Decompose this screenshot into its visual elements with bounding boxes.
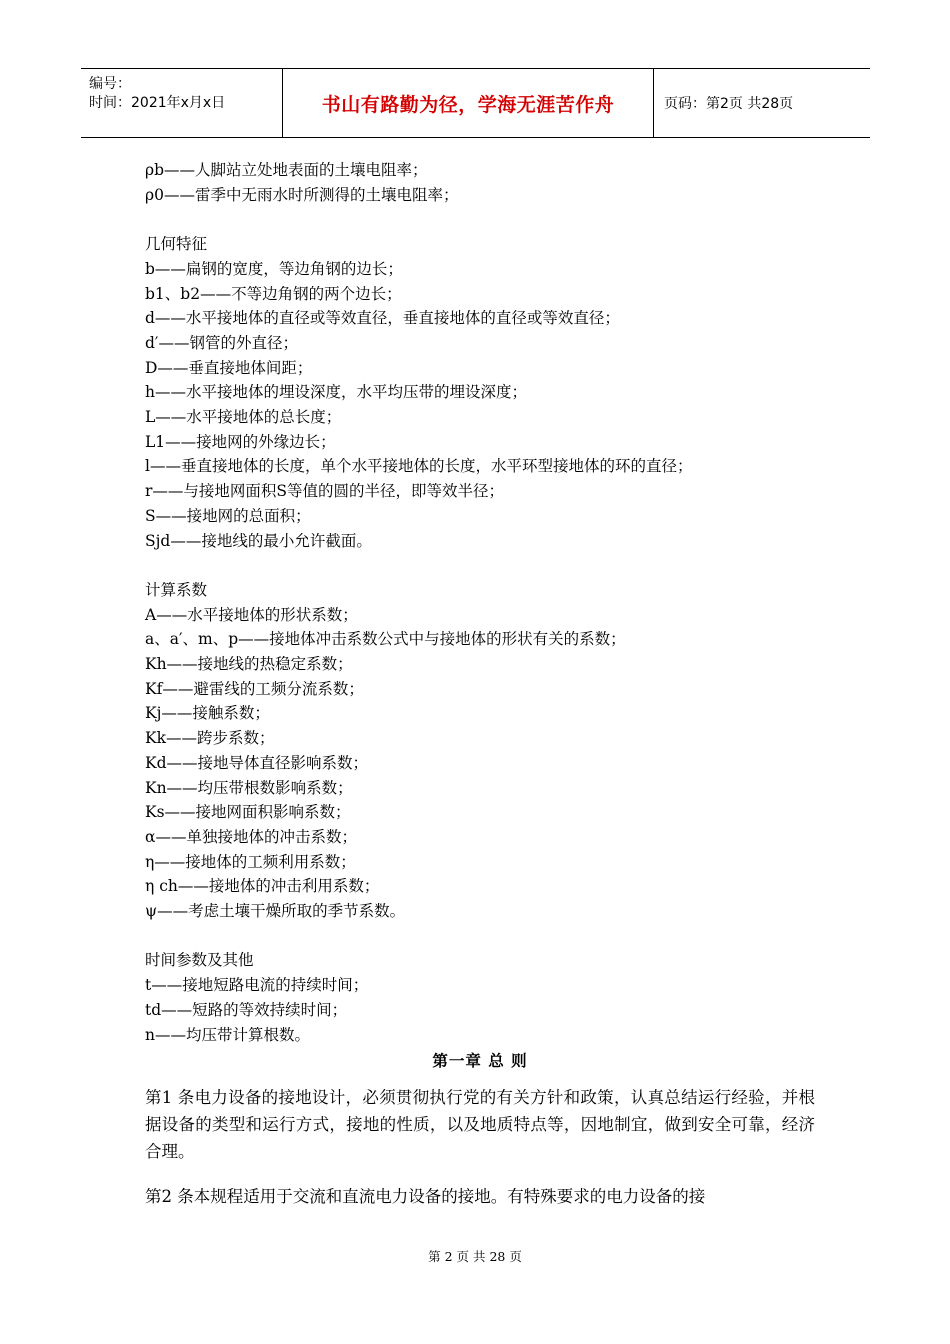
coefficient-line: α——单独接地体的冲击系数；: [145, 827, 357, 846]
coefficient-line: Kn——均压带根数影响系数；: [145, 778, 353, 797]
coefficient-line: ψ——考虑土壤干燥所取的季节系数。: [145, 902, 406, 921]
geometry-line: l——垂直接地体的长度，单个水平接地体的长度，水平环型接地体的环的直径；: [145, 457, 693, 476]
coefficient-line: a、a′、m、p——接地体冲击系数公式中与接地体的形状有关的系数；: [145, 630, 626, 649]
geometry-line: D——垂直接地体间距；: [145, 358, 313, 377]
coefficient-line: η——接地体的工频利用系数；: [145, 852, 356, 871]
geometry-line: b1、b2——不等边角钢的两个边长；: [145, 284, 402, 303]
geometry-line: L——水平接地体的总长度；: [145, 408, 342, 427]
section-title-time: 时间参数及其他: [145, 951, 254, 970]
coefficient-line: η ch——接地体的冲击利用系数；: [145, 877, 380, 896]
time-line: t——接地短路电流的持续时间；: [145, 976, 369, 995]
geometry-line: r——与接地网面积S等值的圆的半径，即等效半径；: [145, 482, 505, 501]
time-line: td——短路的等效持续时间；: [145, 1000, 348, 1019]
time-label: 时间：2021年x月x日: [89, 95, 226, 111]
paragraph: 第2 条本规程适用于交流和直流电力设备的接地。有特殊要求的电力设备的接: [145, 1186, 706, 1206]
geometry-line: Sjd——接地线的最小允许截面。: [145, 531, 372, 550]
page-header: [81, 68, 870, 138]
geometry-line: h——水平接地体的埋设深度，水平均压带的埋设深度；: [145, 383, 527, 402]
motto-text: 书山有路勤为径，学海无涯苦作舟: [321, 93, 615, 116]
geometry-line: d——水平接地体的直径或等效直径，垂直接地体的直径或等效直径；: [145, 309, 620, 328]
page-info: 页码：第2页 共28页: [664, 96, 794, 112]
soil-line: ρ0——雷季中无雨水时所测得的土壤电阻率；: [145, 185, 459, 204]
coefficient-line: Kd——接地导体直径影响系数；: [145, 753, 369, 772]
time-line: n——均压带计算根数。: [145, 1025, 310, 1044]
document-body: [145, 158, 815, 1228]
chapter-title: 第一章 总 则: [432, 1052, 528, 1071]
coefficient-line: Kk——跨步系数；: [145, 729, 275, 748]
coefficient-line: Kj——接触系数；: [145, 704, 270, 723]
geometry-line: d′——钢管的外直径；: [145, 333, 298, 352]
header-page-cell: [654, 69, 870, 137]
header-info-cell: [81, 69, 283, 137]
coefficient-line: Ks——接地网面积影响系数；: [145, 803, 351, 822]
coefficient-line: A——水平接地体的形状系数；: [145, 605, 358, 624]
section-title-geometry: 几何特征: [145, 235, 208, 254]
header-motto-cell: [283, 69, 654, 137]
coefficient-line: Kh——接地线的热稳定系数；: [145, 655, 353, 674]
geometry-line: L1——接地网的外缘边长；: [145, 432, 336, 451]
geometry-line: S——接地网的总面积；: [145, 506, 311, 525]
section-title-coefficients: 计算系数: [145, 580, 208, 599]
coefficient-line: Kf——避雷线的工频分流系数；: [145, 679, 364, 698]
paragraph: 第1 条电力设备的接地设计，必须贯彻执行党的有关方针和政策，认真总结运行经验，并根据设备的类型和运行方式，接地的性质，以及地质特点等，因地制宜，做到安全可靠，经济合理。: [145, 1087, 815, 1161]
soil-line: ρb——人脚站立处地表面的土壤电阻率；: [145, 161, 428, 179]
page-footer: 第 2 页 共 28 页: [428, 1249, 522, 1264]
number-label: 编号：: [89, 76, 131, 92]
geometry-line: b——扁钢的宽度，等边角钢的边长；: [145, 259, 403, 278]
